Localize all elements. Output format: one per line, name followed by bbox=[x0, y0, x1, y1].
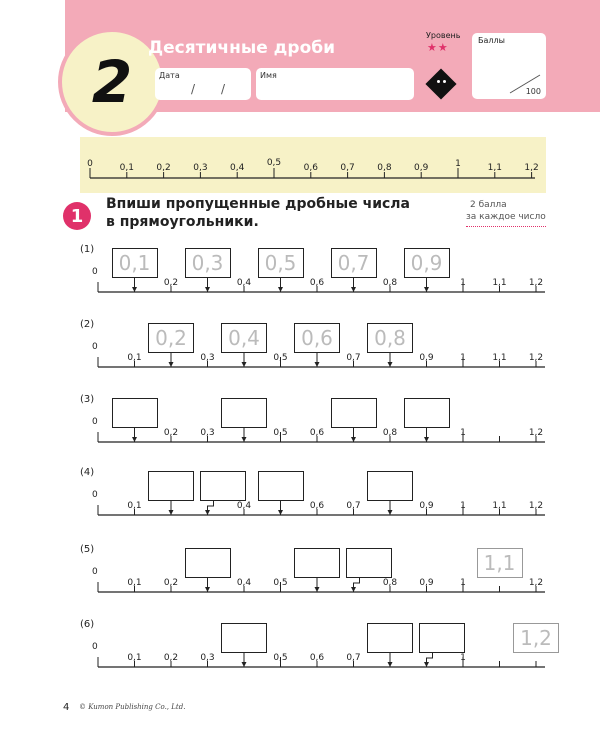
answer-arrowhead bbox=[242, 437, 247, 442]
row-tick-label: 0,6 bbox=[309, 501, 325, 511]
reference-tick-label: 0,7 bbox=[340, 163, 355, 173]
row-label: (5) bbox=[80, 544, 95, 555]
row-tick-label: 0,2 bbox=[163, 578, 179, 588]
answer-box[interactable] bbox=[331, 398, 377, 428]
name-label: Имя bbox=[260, 71, 277, 80]
row-tick-label: 0,3 bbox=[200, 353, 215, 363]
row-tick-label: 0 bbox=[92, 567, 98, 577]
row-tick-label: 1,1 bbox=[492, 501, 507, 511]
answer-arrowhead bbox=[424, 437, 429, 442]
score-max: 100 bbox=[525, 87, 541, 96]
row-tick-label: 0,4 bbox=[236, 501, 252, 511]
page-number: 4 bbox=[63, 702, 70, 713]
row-tick-label: 0,1 bbox=[127, 653, 142, 663]
row-tick-label: 0,7 bbox=[346, 353, 361, 363]
answer-arrowhead bbox=[278, 287, 283, 292]
row-tick-label: 0,1 bbox=[127, 353, 142, 363]
score-label: Баллы bbox=[478, 36, 505, 45]
reference-tick-label: 0,2 bbox=[156, 163, 171, 173]
row-label: (2) bbox=[80, 319, 95, 330]
answer-box[interactable]: 0,9 bbox=[404, 248, 450, 278]
row-tick-label: 0,5 bbox=[273, 428, 288, 438]
reference-tick-label: 0,1 bbox=[119, 163, 134, 173]
task-instruction-line2: в прямоугольники. bbox=[106, 214, 259, 230]
row-tick-label: 0 bbox=[92, 267, 98, 277]
reference-tick-label: 1 bbox=[455, 159, 461, 169]
answer-arrowhead bbox=[351, 287, 356, 292]
answer-arrowhead bbox=[205, 587, 210, 592]
answer-box[interactable]: 0,6 bbox=[294, 323, 340, 353]
answer-arrowhead bbox=[242, 662, 247, 667]
row-tick-label: 0 bbox=[92, 417, 98, 427]
row-tick-label: 0,6 bbox=[309, 428, 325, 438]
answer-arrowhead bbox=[388, 510, 393, 515]
row-tick-label: 0,5 bbox=[273, 653, 288, 663]
row-tick-label: 0,8 bbox=[382, 278, 398, 288]
answer-box[interactable]: 0,8 bbox=[367, 323, 413, 353]
answer-box[interactable] bbox=[148, 471, 194, 501]
answer-box[interactable] bbox=[294, 548, 340, 578]
row-tick-label: 1,1 bbox=[492, 353, 507, 363]
row-tick-label: 0 bbox=[92, 490, 98, 500]
answer-box[interactable] bbox=[404, 398, 450, 428]
answer-arrowhead bbox=[424, 287, 429, 292]
answer-box[interactable]: 0,4 bbox=[221, 323, 267, 353]
answer-box[interactable]: 0,7 bbox=[331, 248, 377, 278]
reference-tick-label: 0,6 bbox=[303, 163, 318, 173]
answer-arrowhead bbox=[132, 287, 137, 292]
answer-box[interactable] bbox=[221, 623, 267, 653]
answer-arrowhead bbox=[169, 362, 174, 367]
row-tick-label: 1 bbox=[460, 501, 466, 511]
row-tick-label: 0,3 bbox=[200, 653, 215, 663]
row-tick-label: 0,9 bbox=[419, 501, 434, 511]
reference-tick-label: 0,5 bbox=[266, 158, 282, 168]
row-number-line bbox=[0, 615, 600, 695]
row-tick-label: 1,2 bbox=[528, 501, 544, 511]
answer-box[interactable]: 0,1 bbox=[112, 248, 158, 278]
answer-box[interactable] bbox=[367, 471, 413, 501]
task-instruction-line1: Впиши пропущенные дробные числа bbox=[106, 196, 411, 212]
answer-arrowhead bbox=[388, 362, 393, 367]
answer-arrowhead bbox=[205, 510, 210, 515]
answer-arrowhead bbox=[278, 510, 283, 515]
row-tick-label: 0,1 bbox=[127, 578, 142, 588]
row-tick-label: 0,3 bbox=[200, 428, 215, 438]
row-tick-label: 0,2 bbox=[163, 428, 179, 438]
reference-tick-label: 1,1 bbox=[487, 163, 502, 173]
reference-number-line bbox=[0, 0, 600, 200]
answer-box[interactable] bbox=[258, 471, 304, 501]
row-tick-label: 0,7 bbox=[346, 501, 361, 511]
answer-arrowhead bbox=[424, 662, 429, 667]
answer-box[interactable] bbox=[200, 471, 246, 501]
row-tick-label: 1,2 bbox=[528, 353, 544, 363]
row-tick-label: 0,6 bbox=[309, 653, 325, 663]
reference-tick-label: 0,9 bbox=[414, 163, 429, 173]
row-tick-label: 1,2 bbox=[528, 578, 544, 588]
answer-arrowhead bbox=[351, 437, 356, 442]
row-tick-label: 1 bbox=[460, 578, 466, 588]
row-tick-label: 0 bbox=[92, 642, 98, 652]
row-tick-label: 0,9 bbox=[419, 578, 434, 588]
answer-box[interactable] bbox=[112, 398, 158, 428]
row-tick-label: 1 bbox=[460, 353, 466, 363]
row-tick-label: 0,1 bbox=[127, 501, 142, 511]
task-number-badge: 1 bbox=[63, 202, 91, 230]
answer-box[interactable]: 0,5 bbox=[258, 248, 304, 278]
row-tick-label: 1,1 bbox=[492, 278, 507, 288]
level-stars-icon: ★★ bbox=[427, 41, 449, 54]
date-separator: / bbox=[221, 82, 226, 96]
row-label: (1) bbox=[80, 244, 95, 255]
row-tick-label: 1 bbox=[460, 428, 466, 438]
answer-box[interactable]: 0,3 bbox=[185, 248, 231, 278]
row-tick-label: 1,2 bbox=[528, 428, 544, 438]
points-label-line2: за каждое число bbox=[466, 212, 546, 222]
reference-tick-label: 0 bbox=[87, 159, 93, 169]
row-tick-label: 0,7 bbox=[346, 653, 361, 663]
row-tick-label: 0,4 bbox=[236, 578, 252, 588]
row-tick-label: 1 bbox=[460, 278, 466, 288]
answer-box[interactable] bbox=[419, 623, 465, 653]
row-tick-label: 0,2 bbox=[163, 653, 179, 663]
reference-tick-label: 0,3 bbox=[193, 163, 208, 173]
points-underline bbox=[466, 226, 546, 227]
answer-arrowhead bbox=[388, 662, 393, 667]
row-tick-label: 1 bbox=[460, 653, 466, 663]
row-label: (6) bbox=[80, 619, 95, 630]
answer-arrowhead bbox=[132, 437, 137, 442]
level-label: Уровень bbox=[426, 31, 461, 40]
row-tick-label: 0,2 bbox=[163, 278, 179, 288]
answer-box[interactable] bbox=[346, 548, 392, 578]
answer-box[interactable] bbox=[367, 623, 413, 653]
answer-box[interactable] bbox=[185, 548, 231, 578]
reference-tick-label: 0,8 bbox=[377, 163, 392, 173]
row-tick-label: 0,4 bbox=[236, 278, 252, 288]
row-tick-label: 0 bbox=[92, 342, 98, 352]
row-tick-label: 1,2 bbox=[528, 278, 544, 288]
answer-arrowhead bbox=[169, 510, 174, 515]
answer-arrowhead bbox=[315, 587, 320, 592]
worksheet-title: Десятичные дроби bbox=[148, 38, 336, 58]
answer-arrowhead bbox=[205, 287, 210, 292]
reference-tick-label: 0,4 bbox=[230, 163, 245, 173]
date-label: Дата bbox=[159, 71, 180, 80]
answer-arrowhead bbox=[242, 362, 247, 367]
row-tick-label: 0,8 bbox=[382, 428, 398, 438]
row-tick-label: 0,5 bbox=[273, 353, 288, 363]
points-label-line1: 2 балла bbox=[470, 200, 507, 210]
answer-arrowhead bbox=[351, 587, 356, 592]
answer-box[interactable] bbox=[221, 398, 267, 428]
answer-box[interactable]: 0,2 bbox=[148, 323, 194, 353]
row-tick-label: 0,5 bbox=[273, 578, 288, 588]
row-number-line bbox=[0, 390, 600, 470]
row-label: (3) bbox=[80, 394, 95, 405]
copyright: © Kumon Publishing Co., Ltd. bbox=[79, 703, 186, 711]
row-tick-label: 0,9 bbox=[419, 353, 434, 363]
row-tick-label: 0,8 bbox=[382, 578, 398, 588]
row-label: (4) bbox=[80, 467, 95, 478]
answer-box[interactable]: 1,2 bbox=[513, 623, 559, 653]
answer-arrowhead bbox=[315, 362, 320, 367]
row-tick-label: 0,6 bbox=[309, 278, 325, 288]
answer-box[interactable]: 1,1 bbox=[477, 548, 523, 578]
date-separator: / bbox=[191, 82, 196, 96]
worksheet-number-badge: 2 bbox=[58, 28, 166, 136]
reference-tick-label: 1,2 bbox=[524, 163, 539, 173]
